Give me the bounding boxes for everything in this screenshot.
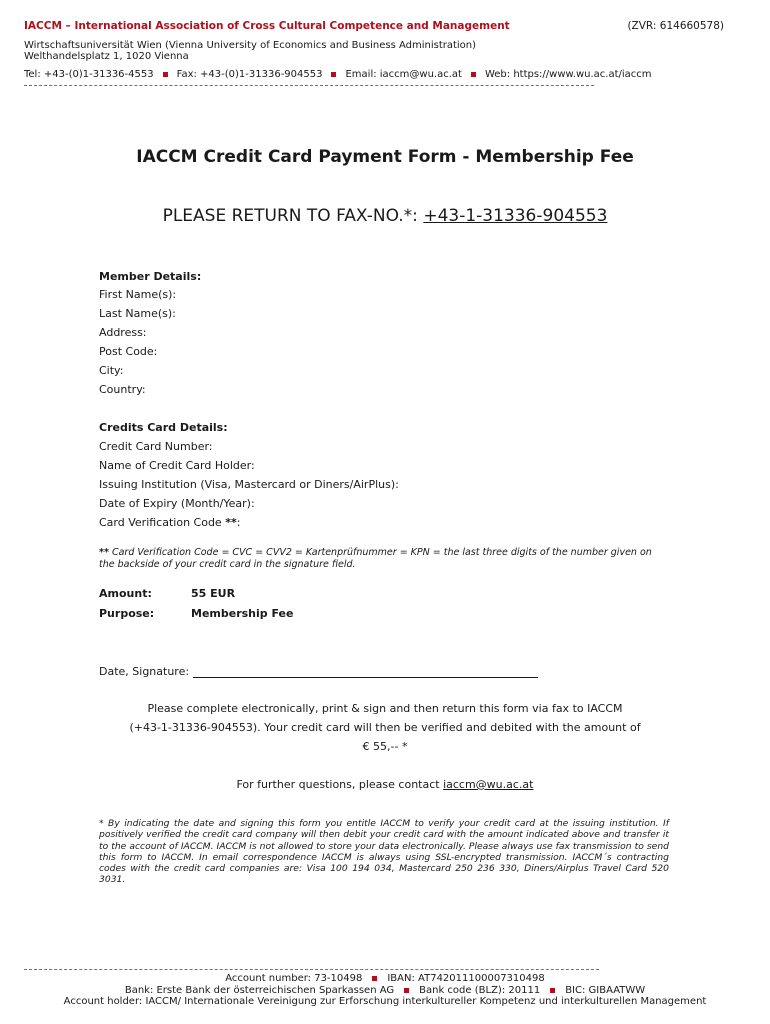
purpose-value: Membership Fee [191,607,294,620]
signature-line[interactable] [193,666,538,678]
fax-return-number: +43-1-31336-904553 [423,206,608,226]
fax-return-label: PLEASE RETURN TO FAX-NO.*: [162,206,424,226]
address-line: Welthandelsplatz 1, 1020 Vienna [24,51,189,62]
email-link[interactable]: Email: iaccm@wu.ac.at [345,69,462,80]
bic: BIC: GIBAATWW [565,985,646,996]
city-field[interactable]: City: [99,364,124,377]
country-field[interactable]: Country: [99,383,146,396]
footer-row-3 [0,996,770,1007]
bullet-square-icon [404,988,409,993]
account-number: Account number: 73-10498 [225,973,363,984]
web-link[interactable]: Web: https://www.wu.ac.at/iaccm [484,69,652,80]
first-name-field[interactable]: First Name(s): [99,288,177,301]
org-name: IACCM – International Association of Cross Cultural Competence and Management [24,20,510,32]
card-details-heading: Credits Card Details: [99,421,228,434]
bullet-square-icon [163,72,168,77]
footer-row-1 [0,973,770,984]
bank-code: Bank code (BLZ): 20111 [419,985,541,996]
page-title: IACCM Credit Card Payment Form - Membership Fee [136,147,634,167]
expiry-date-field[interactable]: Date of Expiry (Month/Year): [99,497,255,510]
issuing-institution-field[interactable]: Issuing Institution (Visa, Mastercard or Diners/AirPlus): [99,478,399,491]
instructions-line-3: € 55,-- * [362,740,408,753]
address-field[interactable]: Address: [99,326,147,339]
amount-label: Amount: [99,587,152,600]
tel: Tel: +43-(0)1-31336-4553 [24,69,154,80]
signature-field[interactable] [99,665,538,678]
questions-line [0,778,770,791]
university-line: Wirtschaftsuniversität Wien (Vienna University of Economics and Business Administration) [24,40,477,51]
instructions-line-2: (+43-1-31336-904553). Your credit card will then be verified and debited with the amount of [129,721,641,734]
cvc-label: Card Verification Code [99,516,226,529]
cvc-note [99,547,669,570]
iban: IBAN: AT742011100007310498 [387,973,545,984]
last-name-field[interactable]: Last Name(s): [99,307,176,320]
cvc-field[interactable] [99,516,240,529]
header-divider [24,85,594,86]
cvc-note-text: Card Verification Code = CVC = CVV2 = Kartenprüfnummer = KPN = the last three digits of the number given on the backside of your credit card in the signature field. [99,547,652,570]
cvc-colon: : [236,516,241,529]
questions-email-link[interactable]: iaccm@wu.ac.at [443,778,534,791]
fax: Fax: +43-(0)1-31336-904553 [176,69,323,80]
bullet-square-icon [550,988,555,993]
footer-row-2 [0,985,770,996]
zvr-number: (ZVR: 614660578) [627,20,724,32]
questions-text: For further questions, please contact [236,778,444,791]
signature-label: Date, Signature: [99,665,190,678]
bullet-square-icon [331,72,336,77]
card-number-field[interactable]: Credit Card Number: [99,440,213,453]
instructions-line-1: Please complete electronically, print & sign and then return this form via fax to IACCM [147,702,623,715]
amount-value: 55 EUR [191,587,236,600]
bullet-square-icon [372,976,377,981]
cvc-marker: ** [225,516,237,529]
cvc-note-marker: ** [99,547,109,558]
footer-divider [24,969,599,970]
contact-row [24,69,652,80]
member-details-heading: Member Details: [99,270,202,283]
bullet-square-icon [471,72,476,77]
fax-return [0,206,770,226]
bank-name: Bank: Erste Bank der österreichischen Sparkassen AG [124,985,395,996]
account-holder: Account holder: IACCM/ Internationale Vereinigung zur Erforschung interkultureller Kompetenz und interkulturellen Management [63,996,707,1007]
post-code-field[interactable]: Post Code: [99,345,158,358]
purpose-label: Purpose: [99,607,155,620]
disclaimer: * By indicating the date and signing this form you entitle IACCM to verify your credit card at the issuing institution. If positively verified the credit card company will then debit your credit card with the amount indicated above and transfer it to the account of IACCM. IACCM is not allowed to store your data electronically. Please always use fax transmission to send this form to IACCM. In email correspondence IACCM is always using SSL-encrypted transmission. IACCM´s contracting codes with the credit card companies are: Visa 100 194 034, Mastercard 250 236 330, Diners/Airplus Travel Card 520 3031. [99,818,669,886]
card-holder-field[interactable]: Name of Credit Card Holder: [99,459,255,472]
